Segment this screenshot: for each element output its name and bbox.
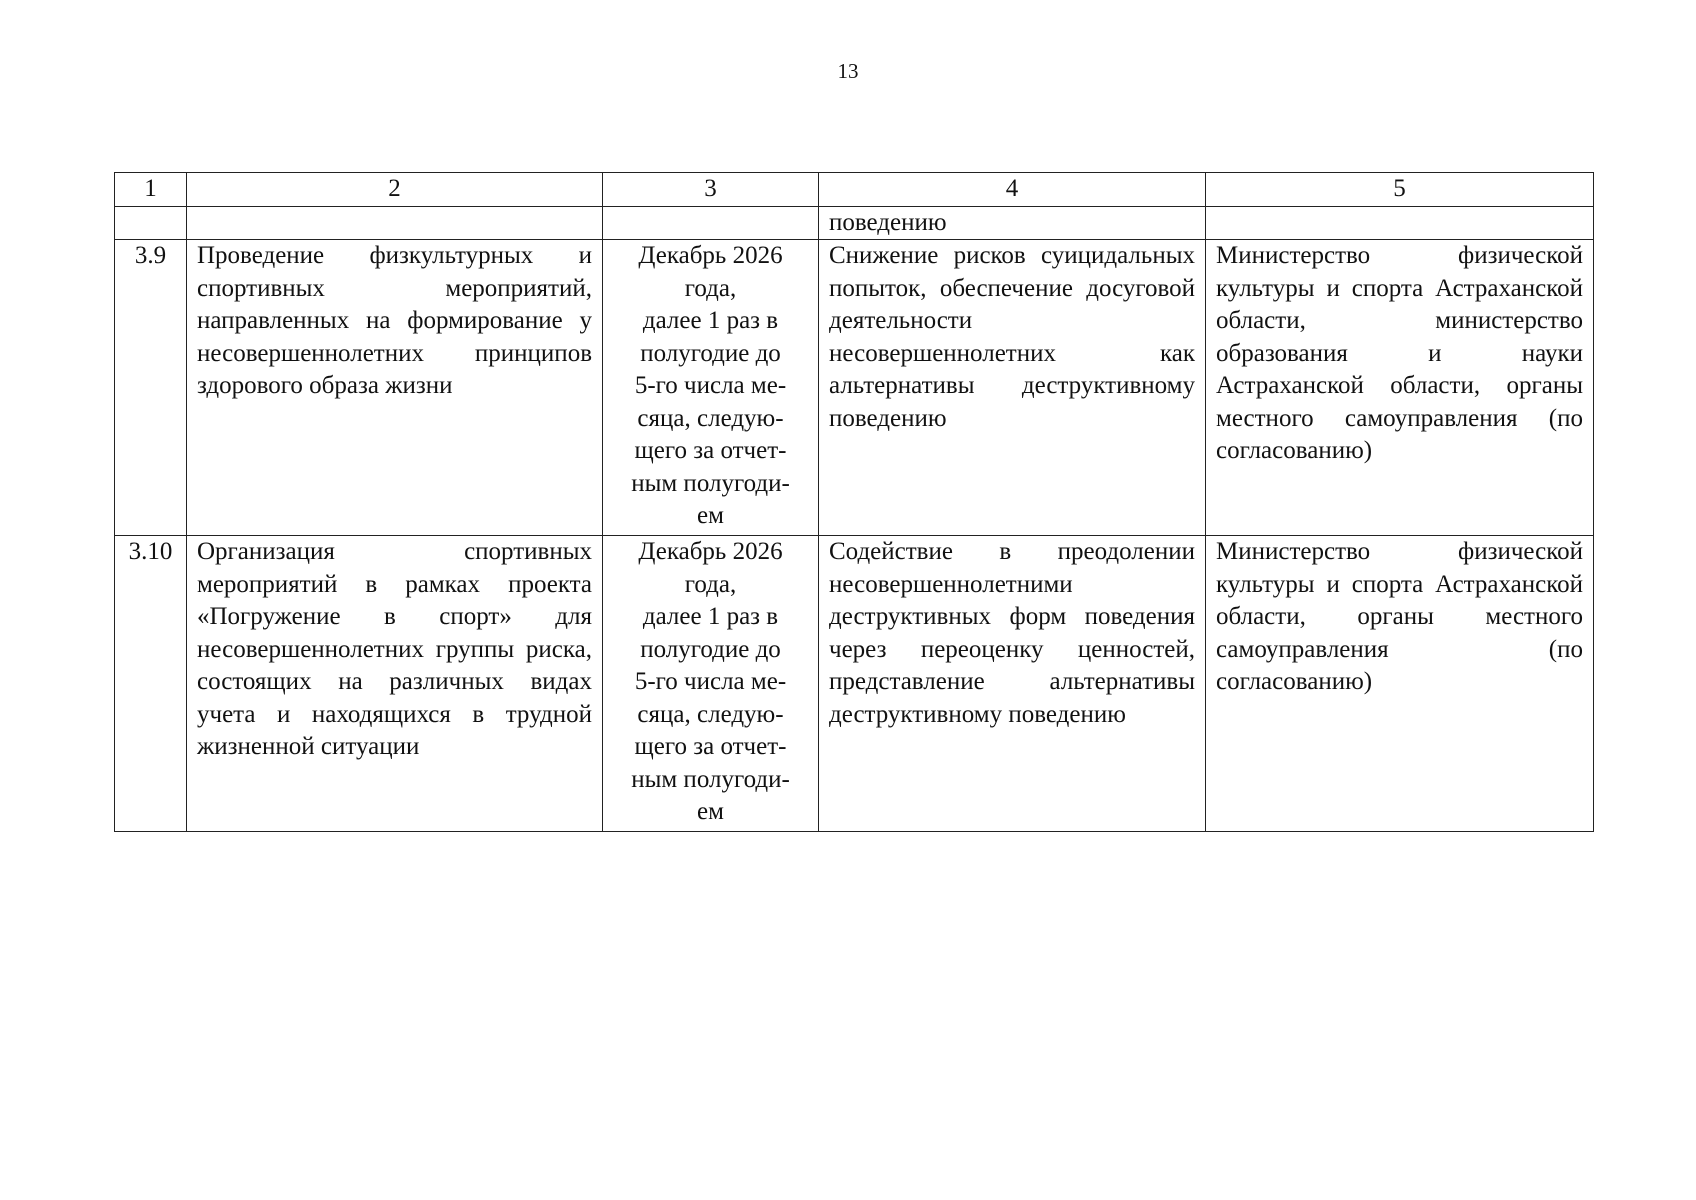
header-cell-1: 1 [115,173,187,207]
result-cell [819,240,1206,536]
result-text: Содействие в преодолении несовершеннолетними деструктивных форм поведения через переоценку ценностей, представление альтернативы деструктивному поведению [829,538,1195,728]
item-number: 3.10 [115,536,187,832]
table-header-row [115,173,1594,207]
table-row [115,240,1594,536]
responsible-text: Министерство физической культуры и спорта Астраханской области, министерство образования и науки Астраханской области, органы местного самоуправления (по согласованию) [1216,242,1583,464]
plan-table [114,172,1594,832]
continuation-cell-2 [187,206,603,240]
activity-cell [187,240,603,536]
deadline-text: Декабрь 2026 года, далее 1 раз в полугодие до 5-го числа ме- сяца, следую- щего за отчет- ным полугоди- ем [631,242,790,529]
table-row [115,536,1594,832]
deadline-text: Декабрь 2026 года, далее 1 раз в полугодие до 5-го числа ме- сяца, следую- щего за отчет- ным полугоди- ем [631,538,790,825]
header-cell-3: 3 [603,173,819,207]
item-number: 3.9 [115,240,187,536]
activity-text: Организация спортивных мероприятий в рамках проекта «Погружение в спорт» для несовершеннолетних группы риска, состоящих на различных видах учета и находящихся в трудной жизненной ситуации [197,538,592,760]
activity-cell [187,536,603,832]
responsible-text: Министерство физической культуры и спорта Астраханской области, органы местного самоуправления (по согласованию) [1216,538,1583,695]
deadline-cell [603,240,819,536]
result-text: Снижение рисков суицидальных попыток, обеспечение досуговой деятельности несовершеннолетних как альтернативы деструктивному поведению [829,242,1195,432]
result-cell [819,536,1206,832]
continuation-cell-1 [115,206,187,240]
header-cell-4: 4 [819,173,1206,207]
responsible-cell [1206,536,1594,832]
continuation-cell-4: поведению [819,206,1206,240]
header-cell-2: 2 [187,173,603,207]
continuation-cell-5 [1206,206,1594,240]
page-number: 13 [837,59,859,83]
header-cell-5: 5 [1206,173,1594,207]
responsible-cell [1206,240,1594,536]
continuation-cell-3 [603,206,819,240]
activity-text: Проведение физкультурных и спортивных мероприятий, направленных на формирование у несовершеннолетних принципов здорового образа жизни [197,242,592,399]
continuation-row [115,206,1594,240]
deadline-cell [603,536,819,832]
